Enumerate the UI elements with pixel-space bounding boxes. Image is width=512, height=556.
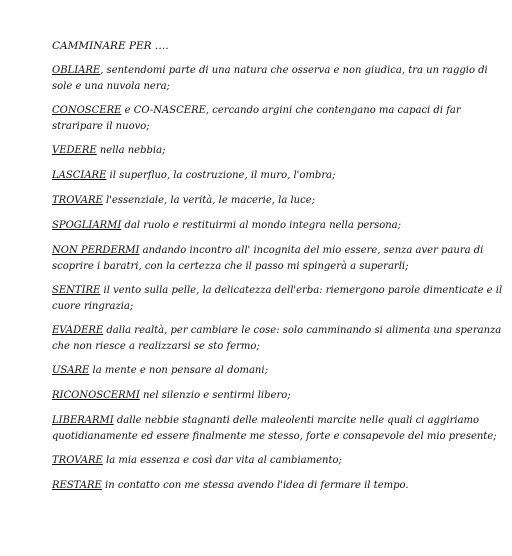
paragraph-text: dalle nebbie stagnanti delle maleolenti marcite nelle quali ci aggiriamo quotidianamente ed essere finalmente me stesso, forte e consapevole del mio presente; (52, 415, 497, 442)
paragraph (52, 363, 504, 379)
paragraph (52, 413, 504, 445)
paragraph-text: andando incontro all' incognita del mio essere, senza aver paura di scoprire i baratri, con la certezza che il passo mi spingerà a superarli; (52, 245, 484, 272)
keyword: EVADERE (52, 325, 104, 336)
keyword: TROVARE (52, 195, 103, 206)
paragraph (52, 388, 504, 404)
paragraph-text: il vento sulla pelle, la delicatezza dell'erba: riemergono parole dimenticate e il cuore ringrazia; (52, 285, 503, 312)
keyword: LASCIARE (52, 170, 107, 181)
keyword: SPOGLIARMI (52, 220, 122, 231)
keyword: OBLIARE (52, 65, 101, 76)
paragraph (52, 143, 504, 159)
keyword: RESTARE (52, 480, 102, 491)
paragraph-text: in contatto con me stessa avendo l'idea di fermare il tempo. (101, 480, 409, 491)
keyword: LIBERARMI (52, 415, 114, 426)
paragraph-text: dal ruolo e restituirmi al mondo integra nella persona; (121, 220, 401, 231)
paragraph (52, 103, 504, 135)
paragraph (52, 168, 504, 184)
paragraph-text: la mia essenza e così dar vita al cambiamento; (102, 455, 342, 466)
paragraph (52, 478, 504, 494)
keyword: NON PERDERMI (52, 245, 140, 256)
paragraph (52, 283, 504, 315)
paragraph-text: il superfluo, la costruzione, il muro, l'ombra; (106, 170, 336, 181)
keyword: RICONOSCERMI (52, 390, 140, 401)
paragraph-text: nella nebbia; (96, 145, 166, 156)
paragraph-text: , sentendomi parte di una natura che osserva e non giudica, tra un raggio di sole e una nuvola nera; (52, 65, 488, 92)
keyword: CONOSCERE (52, 105, 122, 116)
paragraph-text: la mente e non pensare al domani; (89, 365, 268, 376)
keyword: TROVARE (52, 455, 103, 466)
paragraph (52, 453, 504, 469)
poem-title: CAMMINARE PER …. (52, 40, 169, 52)
paragraph-text: e CO-NASCERE, cercando argini che contengano ma capaci di far straripare il nuovo; (52, 105, 461, 132)
paragraph-text: l'essenziale, la verità, le macerie, la luce; (102, 195, 315, 206)
paragraph (52, 63, 504, 95)
paragraph (52, 193, 504, 209)
keyword: SENTIRE (52, 285, 101, 296)
paragraph (52, 218, 504, 234)
paragraph-text: dalla realtà, per cambiare le cose: solo camminando si alimenta una speranza che non riesce a realizzarsi se sto fermo; (52, 325, 502, 352)
keyword: VEDERE (52, 145, 97, 156)
paragraph (52, 243, 504, 275)
paragraph-text: nel silenzio e sentirmi libero; (139, 390, 291, 401)
paragraph (52, 323, 504, 355)
document-page (52, 40, 504, 503)
keyword: USARE (52, 365, 90, 376)
